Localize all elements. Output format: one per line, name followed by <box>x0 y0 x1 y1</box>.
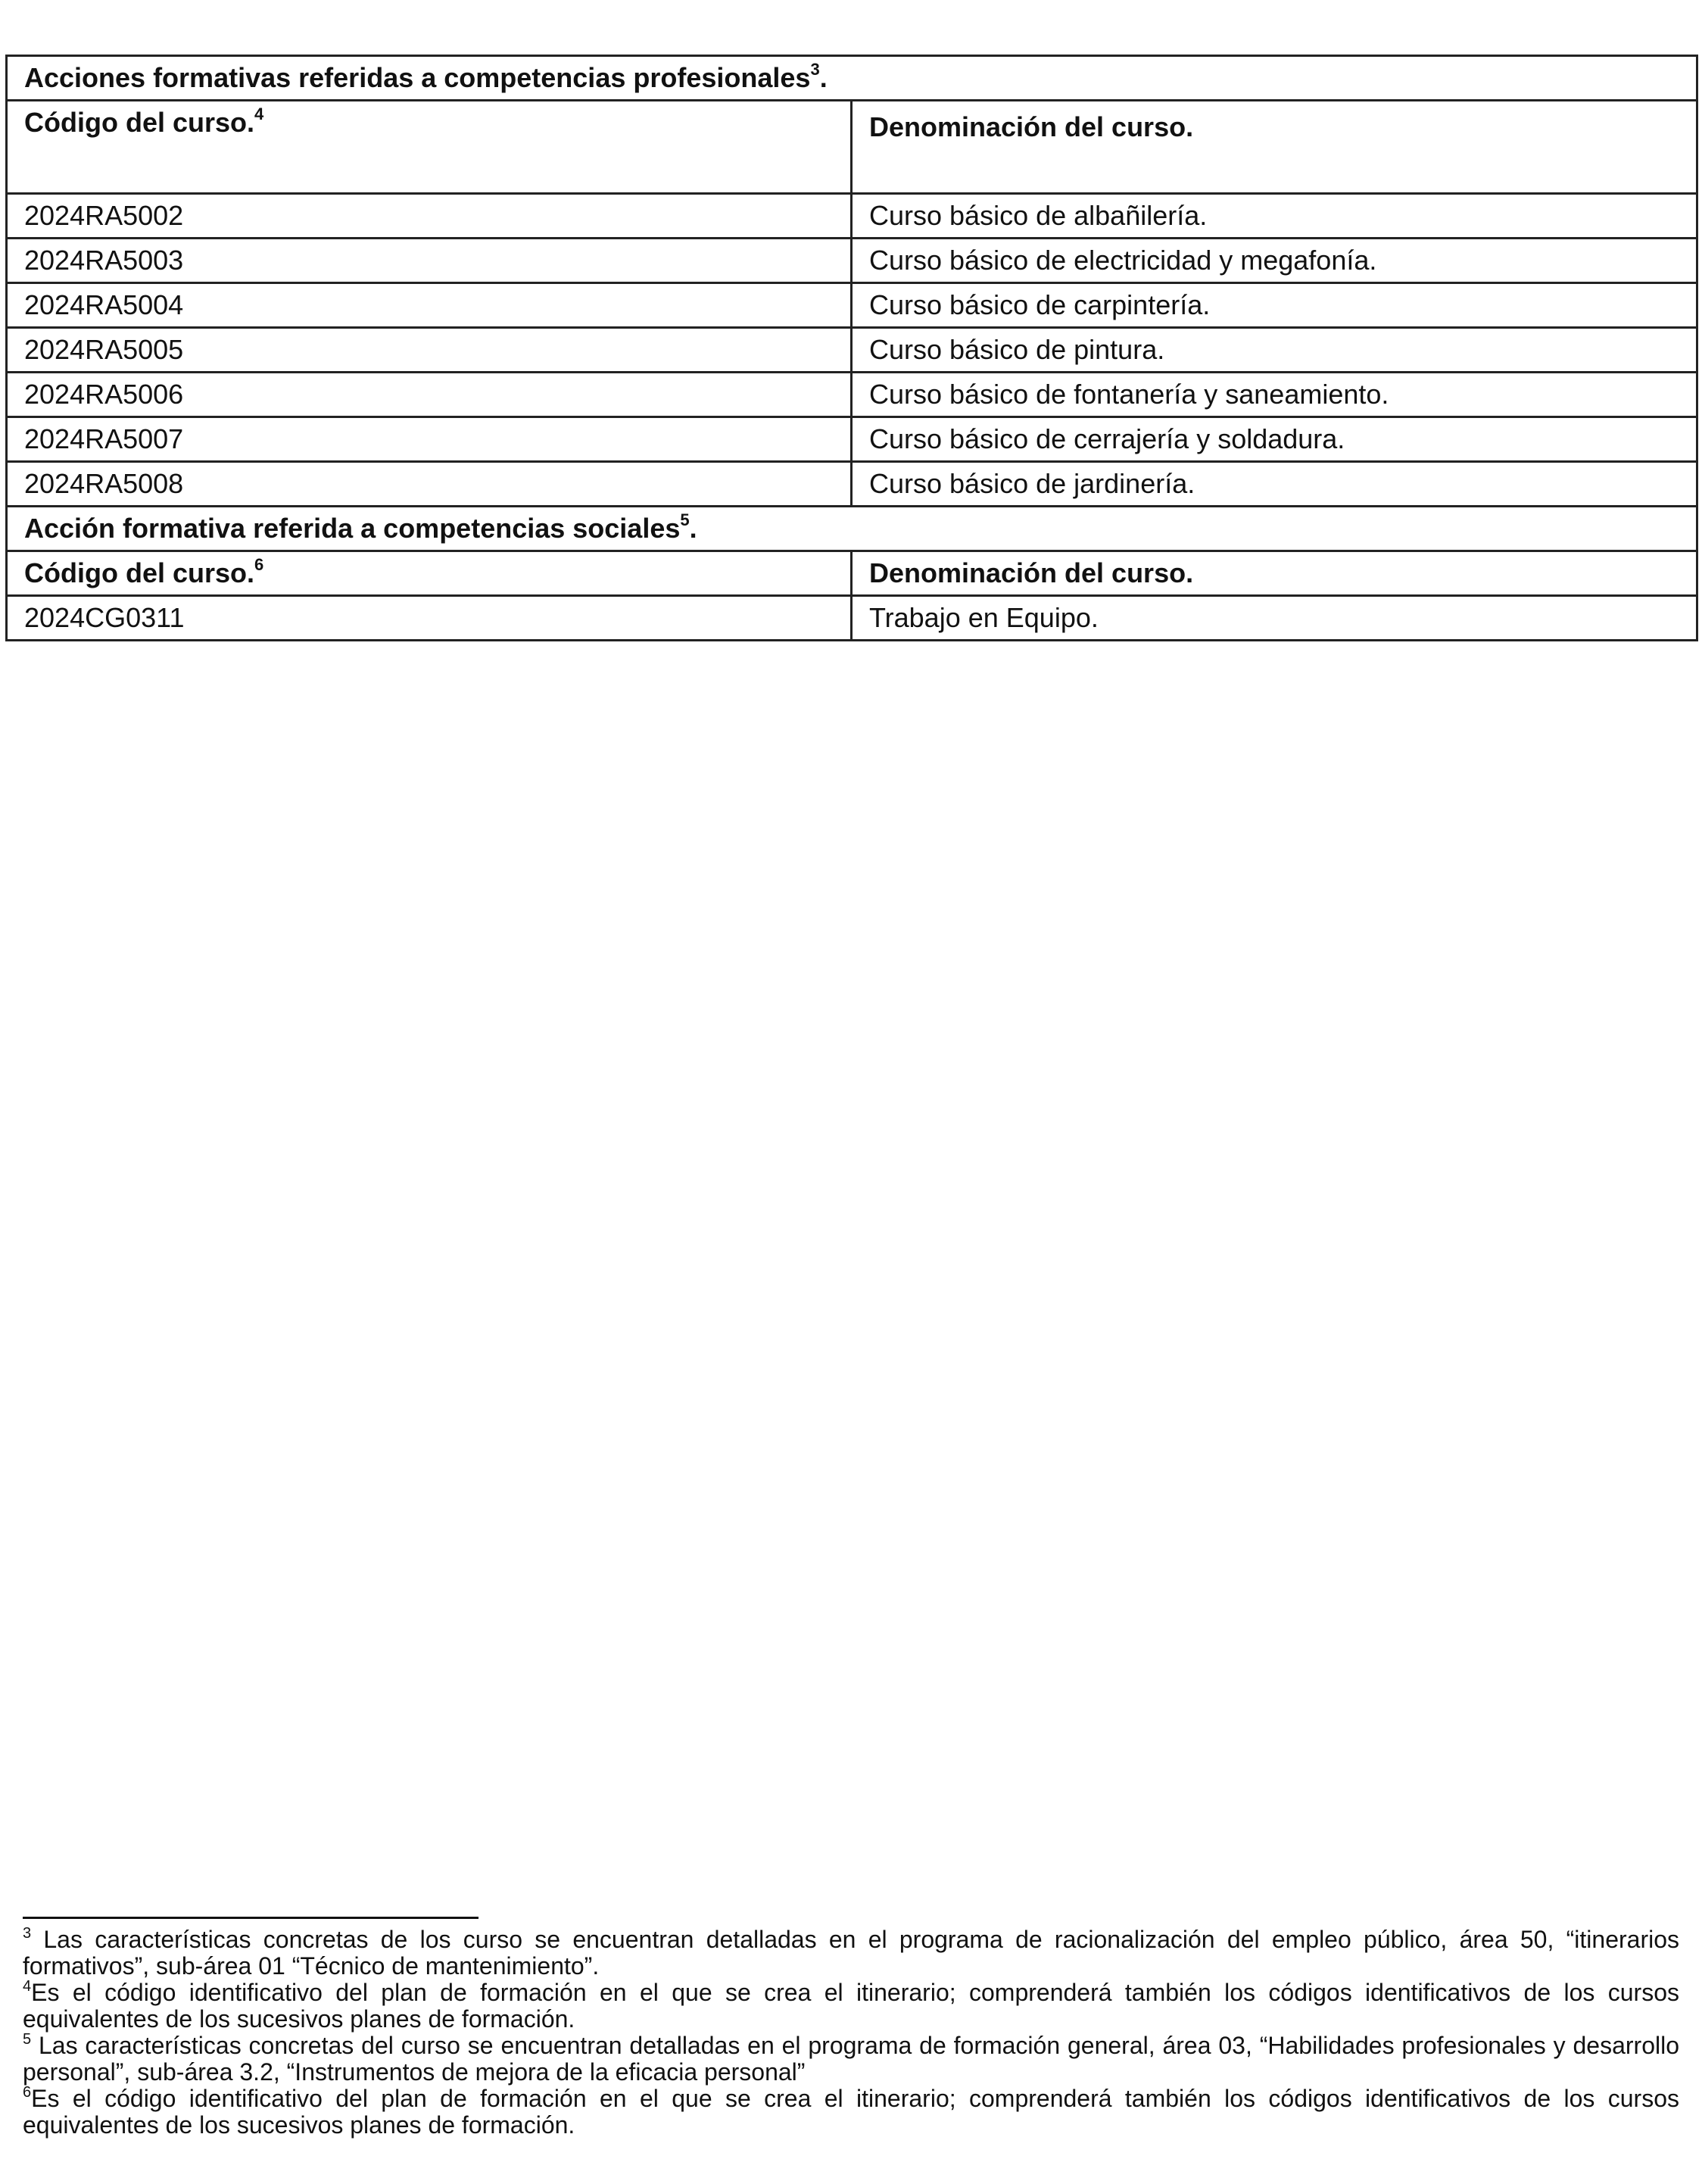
course-name: Curso básico de jardinería. <box>852 462 1697 507</box>
table-row <box>7 194 1697 239</box>
footnote-number: 4 <box>23 1978 32 1995</box>
footnote <box>23 1980 1679 2033</box>
footnote-text: Las características concretas de los curso se encuentran detalladas en el programa de racionalización del empleo público, área 50, “itinerarios formativos”, sub-área 01 “Técnico de mantenimiento”. <box>23 1926 1679 1980</box>
section-professional-title-row <box>7 56 1697 101</box>
footnote-ref: 4 <box>254 105 264 123</box>
course-name: Curso básico de cerrajería y soldadura. <box>852 417 1697 462</box>
course-code: 2024RA5002 <box>7 194 852 239</box>
footnote-number: 6 <box>23 2084 32 2101</box>
footnote-ref: 3 <box>810 60 820 79</box>
table-row <box>7 239 1697 283</box>
footnote-text: Es el código identificativo del plan de formación en el que se crea el itinerario; comprenderá también los códigos identificativos de los cursos equivalentes de los sucesivos planes de formación. <box>23 2085 1679 2139</box>
name-column-header: Denominación del curso. <box>852 551 1697 596</box>
footnote-text: Es el código identificativo del plan de formación en el que se crea el itinerario; comprenderá también los códigos identificativos de los cursos equivalentes de los sucesivos planes de formación. <box>23 1979 1679 2033</box>
footnote-number: 3 <box>23 1925 32 1942</box>
footnote <box>23 2033 1679 2086</box>
footnote <box>23 1927 1679 1980</box>
course-code: 2024CG0311 <box>7 596 852 641</box>
footnote-separator <box>23 1917 478 1919</box>
section-professional-header-row <box>7 101 1697 194</box>
code-column-header: Código del curso.$^6$ <box>7 551 852 596</box>
table-row <box>7 373 1697 417</box>
section-social-title-row <box>7 507 1697 551</box>
course-code: 2024RA5003 <box>7 239 852 283</box>
footnote-text: Las características concretas del curso se encuentran detalladas en el programa de formación general, área 03, “Habilidades profesionales y desarrollo personal”, sub-área 3.2, “Instrumentos de mejora de la eficacia personal” <box>23 2032 1679 2086</box>
footnotes <box>23 1927 1679 2139</box>
footnote-ref: 5 <box>680 510 690 529</box>
course-code: 2024RA5006 <box>7 373 852 417</box>
footnote <box>23 2086 1679 2139</box>
course-name: Curso básico de carpintería. <box>852 283 1697 328</box>
name-column-header: Denominación del curso. <box>852 101 1697 194</box>
course-name: Curso básico de albañilería. <box>852 194 1697 239</box>
footnote-ref: 6 <box>254 555 264 574</box>
course-code: 2024RA5005 <box>7 328 852 373</box>
courses-table <box>5 55 1698 641</box>
course-code: 2024RA5007 <box>7 417 852 462</box>
course-name: Trabajo en Equipo. <box>852 596 1697 641</box>
section-professional-title: Acciones formativas referidas a competencias profesionales$^3$. <box>7 56 1697 101</box>
course-name: Curso básico de electricidad y megafonía. <box>852 239 1697 283</box>
table-row <box>7 596 1697 641</box>
table-row <box>7 328 1697 373</box>
footnote-number: 5 <box>23 2031 32 2048</box>
table-row <box>7 283 1697 328</box>
course-code: 2024RA5004 <box>7 283 852 328</box>
course-code: 2024RA5008 <box>7 462 852 507</box>
section-social-header-row <box>7 551 1697 596</box>
table-row <box>7 462 1697 507</box>
table-row <box>7 417 1697 462</box>
section-social-title: Acción formativa referida a competencias sociales$^5$. <box>7 507 1697 551</box>
code-column-header: Código del curso.$^4$ <box>7 101 852 194</box>
course-name: Curso básico de fontanería y saneamiento. <box>852 373 1697 417</box>
course-name: Curso básico de pintura. <box>852 328 1697 373</box>
